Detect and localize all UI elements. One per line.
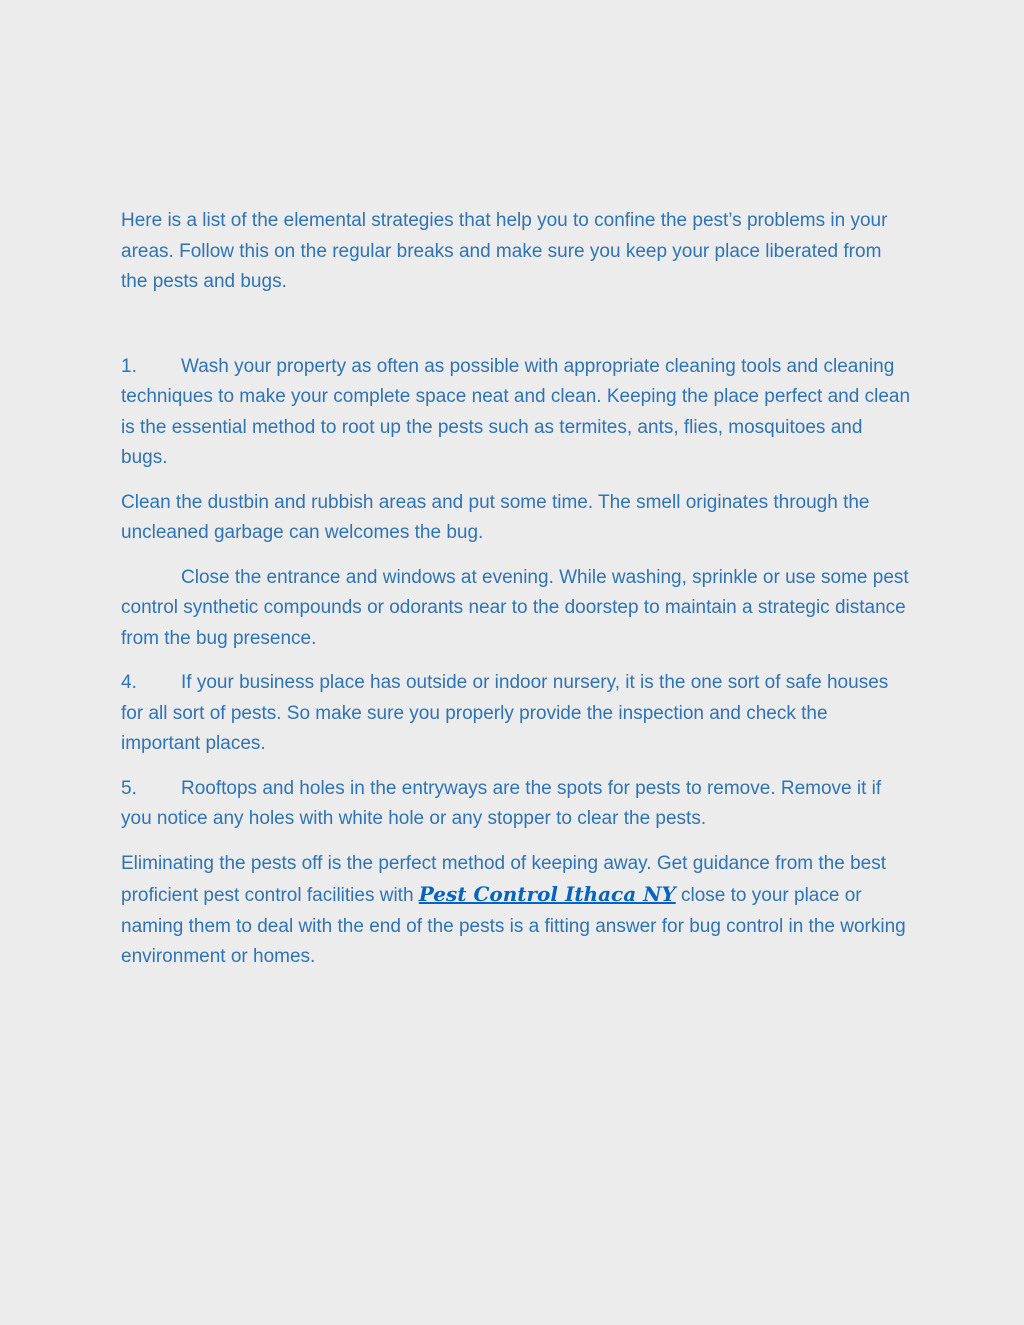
list-item-5-number: 5. [121,777,137,799]
list-item-1-number: 1. [121,355,137,377]
list-item-1-text: Wash your property as often as possible with appropriate cleaning tools and cleaning techniques to make your complete space neat and clean. Keeping the place perfect and clean is the essential method to root up the pests such as termites, ants, flies, mosquitoes and bugs. [121,355,911,468]
list-item-3-text: Close the entrance and windows at evening. While washing, sprinkle or use some pest control synthetic compounds or odorants near to the doorstep to maintain a strategic distance from the bug presence. [121,566,909,649]
closing-paragraph [121,849,911,973]
list-item-5-text: Rooftops and holes in the entryways are the spots for pests to remove. Remove it if you notice any holes with white hole or any stopper to clear the pests. [121,777,882,829]
list-item-4-number: 4. [121,672,137,693]
list-item-2 [121,488,911,549]
intro-paragraph: Here is a list of the elemental strategies that help you to confine the pest’s problems in your areas. Follow this on the regular breaks and make sure you keep your place liberated from the pests and bugs. [121,210,888,292]
list-item-1 [121,352,911,474]
list-item-4-text: If your business place has outside or indoor nursery, it is the one sort of safe houses for all sort of pests. So make sure you properly provide the inspection and check the important places. [121,672,889,754]
list-item-3 [121,563,911,655]
list-item-2-text: Clean the dustbin and rubbish areas and put some time. The smell originates through the uncleaned garbage can welcomes the bug. [121,491,870,543]
list-item-5 [121,774,911,835]
closing-text-after: close to your place or naming them to deal with the end of the pests is a fitting answer for bug control in the working environment or homes. [121,885,906,967]
document-body [121,206,911,973]
pest-control-link[interactable]: Pest Control Ithaca NY [418,882,676,906]
closing-text-before: Eliminating the pests off is the perfect method of keeping away. Get guidance from the best proficient pest control facilities with [121,852,887,906]
list-item-4 [121,668,911,760]
